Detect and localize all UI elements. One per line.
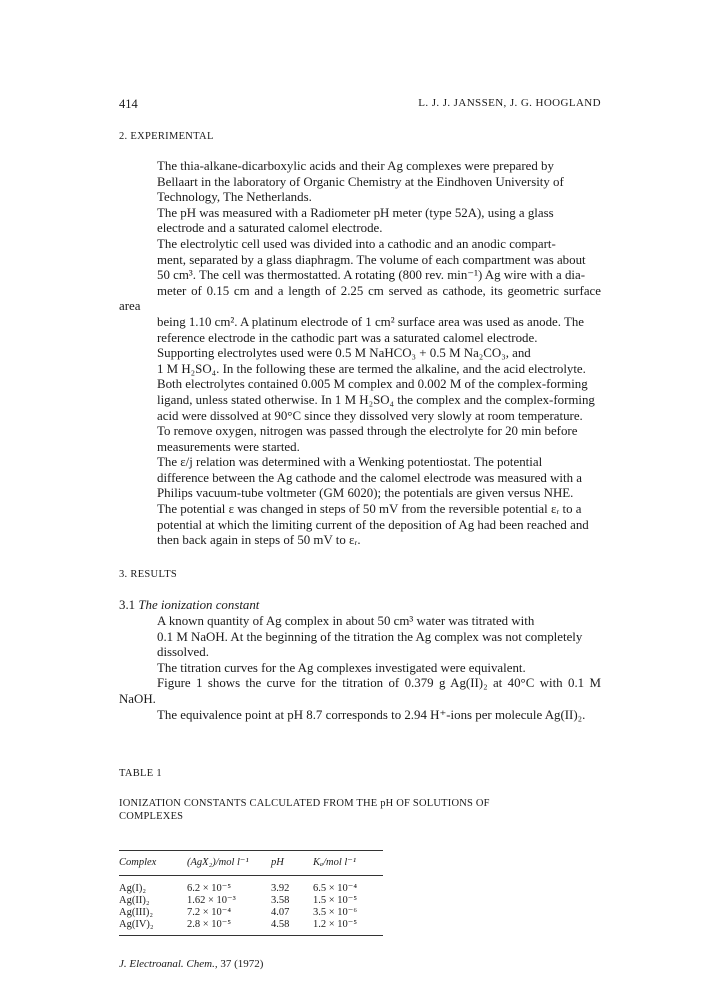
text-line: potential at which the limiting current of the deposition of Ag had been reached and [157, 517, 589, 532]
table-cell: 6.2 × 10⁻⁵ [187, 883, 231, 894]
paragraph-materials [119, 159, 601, 206]
table-row [119, 876, 383, 895]
page-number: 414 [119, 97, 138, 111]
text-line: ligand, unless stated otherwise. In 1 M H₂SO₄ the complex and the complex-forming [157, 392, 595, 407]
table-cell: 3.5 × 10⁻⁶ [313, 907, 357, 918]
experimental-body [119, 159, 601, 549]
table-bottom-rule [119, 935, 383, 936]
text-line: dissolved. [157, 645, 209, 660]
table-cell: 1.5 × 10⁻⁵ [313, 895, 357, 906]
column-header: (AgX₂)/mol l⁻¹ [187, 857, 249, 868]
data-table [119, 851, 383, 931]
text-line: The electrolytic cell used was divided into a cathodic and an anodic compart- [157, 236, 556, 251]
table-cell: Ag(I)₂ [119, 883, 146, 894]
paragraph-titration-curves [119, 661, 601, 723]
subsection-heading-ionization [119, 598, 259, 613]
text-line: The titration curves for the Ag complexes investigated were equivalent. [157, 660, 526, 675]
text-line: Both electrolytes contained 0.005 M complex and 0.002 M of the complex-forming [157, 377, 588, 392]
paragraph-electrolytic-cell [119, 237, 601, 346]
text-line: difference between the Ag cathode and the calomel electrode was measured with a [157, 470, 582, 485]
table-row [119, 907, 383, 919]
page-header [119, 97, 601, 113]
text-line: 1 M H₂SO₄. In the following these are termed the alkaline, and the acid electrolyte. [157, 361, 586, 376]
paragraph-ph-meter [119, 206, 601, 237]
text-line: 50 cm³. The cell was thermostatted. A rotating (800 rev. min⁻¹) Ag wire with a dia- [157, 268, 586, 283]
journal-name: J. Electroanal. Chem., [119, 958, 218, 970]
paragraph-titration [119, 614, 601, 661]
text-line: then back again in steps of 50 mV to εᵣ. [157, 533, 361, 548]
text-line: A known quantity of Ag complex in about 50 cm³ water was titrated with [157, 614, 535, 628]
caption-line: COMPLEXES [119, 811, 184, 822]
text-line: The equivalence point at pH 8.7 corresponds to 2.94 H⁺-ions per molecule Ag(II)₂. [157, 707, 586, 722]
table-header-row [119, 851, 383, 875]
table-cell: 6.5 × 10⁻⁴ [313, 883, 357, 894]
text-line: The pH was measured with a Radiometer pH meter (type 52A), using a glass [157, 205, 554, 220]
table-cell: 4.58 [271, 919, 290, 930]
text-line: measurements were started. [157, 439, 300, 454]
page-footer [119, 958, 263, 970]
table-cell: 2.8 × 10⁻⁵ [187, 919, 231, 930]
journal-volume-year: 37 (1972) [217, 958, 264, 970]
column-header: Kₐ/mol l⁻¹ [313, 857, 356, 868]
text-line: electrode and a saturated calomel electrode. [157, 221, 383, 236]
results-body [119, 614, 601, 723]
paragraph-supporting-electrolytes [119, 346, 601, 455]
text-line: ment, separated by a glass diaphragm. The volume of each compartment was about [157, 252, 586, 267]
text-line: Supporting electrolytes used were 0.5 M NaHCO₃ + 0.5 M Na₂CO₃, and [157, 346, 531, 361]
table-cell: 1.62 × 10⁻³ [187, 895, 236, 906]
text-line: Technology, The Netherlands. [157, 190, 312, 205]
subsection-title: The ionization constant [138, 598, 260, 612]
text-line: To remove oxygen, nitrogen was passed through the electrolyte for 20 min before [157, 424, 578, 439]
table-cell: 7.2 × 10⁻⁴ [187, 907, 231, 918]
column-header: Complex [119, 856, 157, 868]
text-line: The ε/j relation was determined with a Wenking potentiostat. The potential [157, 455, 543, 470]
text-line: Philips vacuum-tube voltmeter (GM 6020); the potentials are given versus NHE. [157, 486, 574, 501]
table-label: TABLE 1 [119, 768, 162, 779]
table-cell: Ag(II)₂ [119, 895, 150, 906]
table-cell: 3.58 [271, 895, 290, 906]
running-head-authors: L. J. J. JANSSEN, J. G. HOOGLAND [418, 97, 601, 109]
paragraph-potentiostat [119, 455, 601, 549]
text-line: reference electrode in the cathodic part was a saturated calomel electrode. [157, 330, 538, 345]
text-line: acid were dissolved at 90°C since they dissolved very slowly at room temperature. [157, 408, 583, 423]
text-line: meter of 0.15 cm and a length of 2.25 cm served as cathode, its geometric surface area [119, 283, 601, 314]
section-heading-experimental: 2. EXPERIMENTAL [119, 131, 214, 142]
table-row [119, 895, 383, 907]
caption-line: IONIZATION CONSTANTS CALCULATED FROM THE pH OF SOLUTIONS OF [119, 798, 490, 809]
table-cell: 1.2 × 10⁻⁵ [313, 919, 357, 930]
column-header: pH [271, 856, 284, 868]
table-cell: Ag(IV)₂ [119, 919, 154, 930]
section-heading-results: 3. RESULTS [119, 569, 178, 580]
table-caption [119, 797, 601, 823]
text-line: being 1.10 cm². A platinum electrode of 1 cm² surface area was used as anode. The [157, 314, 585, 329]
table-cell: Ag(III)₂ [119, 907, 153, 918]
table-cell: 4.07 [271, 907, 290, 918]
ionization-constants-table [119, 850, 383, 936]
table-row [119, 919, 383, 931]
subsection-number: 3.1 [119, 598, 136, 612]
text-line: Figure 1 shows the curve for the titration of 0.379 g Ag(II)₂ at 40°C with 0.1 M NaOH. [119, 676, 601, 706]
text-line: The thia-alkane-dicarboxylic acids and their Ag complexes were prepared by [157, 159, 554, 173]
text-line: Bellaart in the laboratory of Organic Chemistry at the Eindhoven University of [157, 174, 564, 189]
table-cell: 3.92 [271, 883, 290, 894]
text-line: 0.1 M NaOH. At the beginning of the titration the Ag complex was not completely [157, 629, 583, 644]
text-line: The potential ε was changed in steps of 50 mV from the reversible potential εᵣ to a [157, 502, 582, 517]
